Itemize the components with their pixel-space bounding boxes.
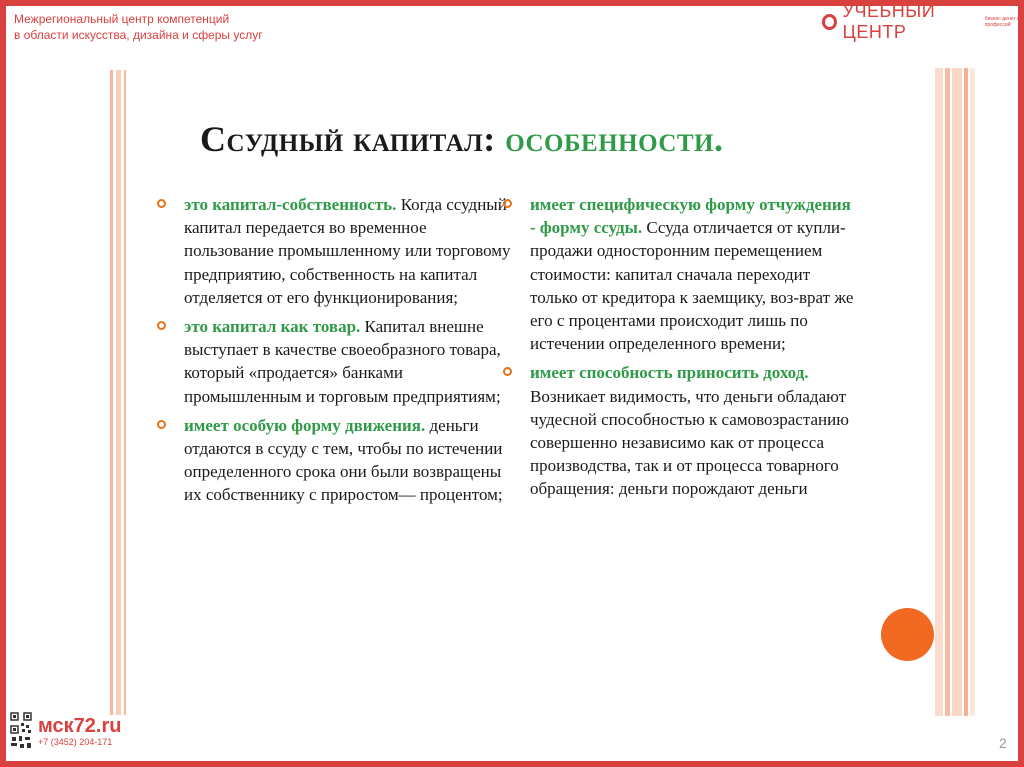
list-item <box>530 193 860 355</box>
title-main: Ссудный капитал: <box>200 119 496 159</box>
phone-number: +7 (3452) 204-171 <box>38 737 113 747</box>
slide-title <box>200 118 900 160</box>
item-lead: это капитал-собственность. <box>184 195 397 214</box>
item-text: Возникает видимость, что деньги обладают чудесной способностью к самовозрастанию совершенно независимо как от процесса производства, так и от процесса товарного обращения: деньги порождают деньги <box>530 386 849 499</box>
circle-bullet-icon <box>157 420 166 429</box>
org-line-1: Межрегиональный центр компетенций <box>14 12 230 26</box>
orange-circle-decoration <box>881 608 934 661</box>
item-text: деньги отдаются в ссуду с тем, чтобы по истечении определенного срока они были возвращены их собственнику с приростом— процентом; <box>184 415 503 505</box>
list-item <box>530 361 860 500</box>
item-lead: имеет специфическую форму отчуждения - форму ссуды. <box>530 195 851 238</box>
item-text: Капитал внешне выступает в качестве своеобразного товара, который «продается» банками промышленным и торговым предприятиям; <box>184 317 501 406</box>
brand-name: УЧЕБНЫЙ ЦЕНТР <box>842 1 936 42</box>
circle-logo-icon <box>822 14 837 30</box>
item-lead: это капитал как товар. <box>184 317 361 337</box>
title-accent: особенности. <box>505 119 724 159</box>
right-column <box>530 193 860 507</box>
right-decorative-stripes <box>935 68 975 716</box>
item-lead: имеет способность приносить доход. <box>530 363 809 383</box>
list-item <box>184 193 514 309</box>
circle-bullet-icon <box>157 321 166 330</box>
brand-logo <box>822 1 1024 42</box>
left-decorative-stripes <box>110 70 130 715</box>
item-lead: имеет особую форму движения. <box>184 415 426 435</box>
list-item <box>184 414 514 507</box>
item-text: Когда ссудный капитал передается во временное пользование промышленному или торговому предприятию, собственность на капитал отделяется от его функционирования; <box>184 195 511 307</box>
org-line-2: в области искусства, дизайна и сферы услуг <box>14 28 263 42</box>
left-column <box>184 193 514 513</box>
footer <box>10 712 121 750</box>
website-link[interactable]: мск72.ru <box>38 715 122 737</box>
page-number: 2 <box>999 735 1007 751</box>
organization-name <box>14 11 263 43</box>
brand-tagline: бизнес-денег и профессий <box>984 16 1020 28</box>
list-item <box>184 315 514 408</box>
circle-bullet-icon <box>157 199 166 208</box>
item-text: Ссуда отличается от купли-продажи односторонним перемещением стоимости: капитал сначала переходит только от кредитора к заемщику, воз-врат же его с процентами происходит лишь по истечении определенного времени; <box>530 218 854 354</box>
qr-code-icon <box>10 712 32 750</box>
circle-bullet-icon <box>503 199 512 208</box>
